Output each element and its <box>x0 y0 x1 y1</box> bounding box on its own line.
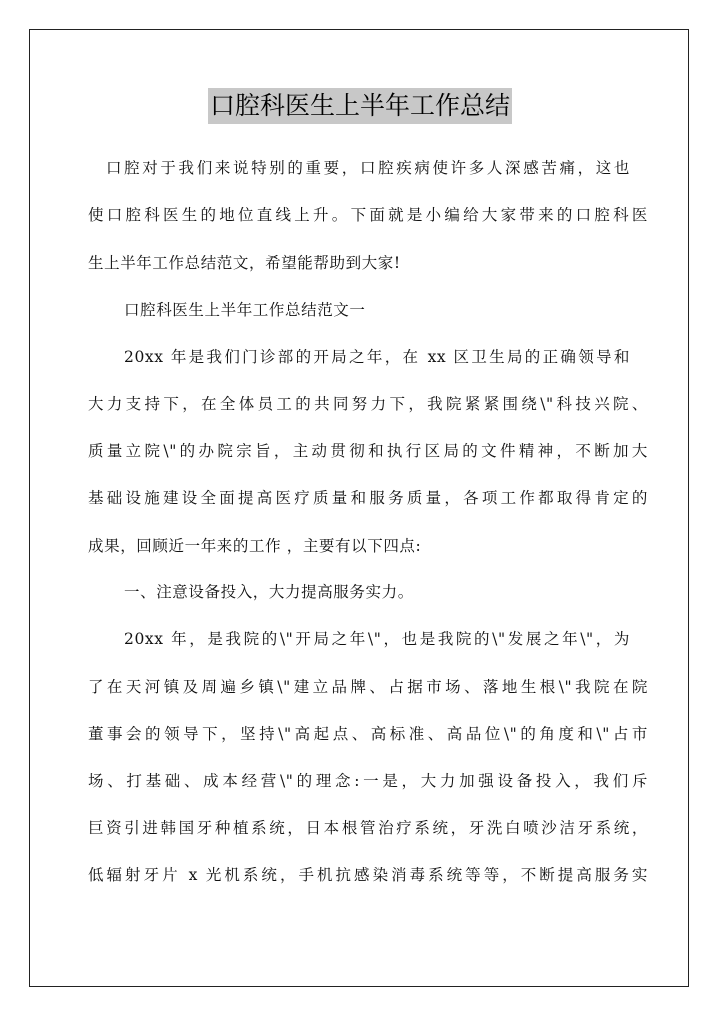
paragraph-line: 20xx 年是我们门诊部的开局之年，在 xx 区卫生局的正确领导和 <box>124 348 630 366</box>
paragraph-line: 大力支持下，在全体员工的共同努力下，我院紧紧围绕\"科技兴院、 <box>88 395 648 413</box>
paragraph-line: 巨资引进韩国牙种植系统，日本根管治疗系统，牙洗白喷沙洁牙系统， <box>88 819 648 837</box>
paragraph-line: 质量立院\"的办院宗旨，主动贯彻和执行区局的文件精神，不断加大 <box>88 442 648 460</box>
paragraph-line: 场、打基础、成本经营\"的理念:一是，大力加强设备投入，我们斥 <box>88 772 648 790</box>
document-title: 口腔科医生上半年工作总结 <box>208 88 512 124</box>
section-heading: 一、注意设备投入，大力提高服务实力。 <box>124 583 414 601</box>
paragraph-line: 了在天河镇及周遍乡镇\"建立品牌、占据市场、落地生根\"我院在院 <box>88 678 648 696</box>
paragraph-line: 低辐射牙片 x 光机系统，手机抗感染消毒系统等等，不断提高服务实 <box>88 866 648 884</box>
paragraph-line: 使口腔科医生的地位直线上升。下面就是小编给大家带来的口腔科医 <box>88 206 648 224</box>
paragraph-line: 生上半年工作总结范文，希望能帮助到大家! <box>88 254 401 272</box>
paragraph-line: 成果，回顾近一年来的工作 ，主要有以下四点: <box>88 537 422 555</box>
paragraph-line: 基础设施建设全面提高医疗质量和服务质量，各项工作都取得肯定的 <box>88 489 648 507</box>
title-container <box>0 88 720 124</box>
section-heading: 口腔科医生上半年工作总结范文一 <box>124 301 366 319</box>
paragraph-line: 20xx 年，是我院的\"开局之年\"，也是我院的\"发展之年\"，为 <box>124 630 630 648</box>
paragraph-line: 董事会的领导下，坚持\"高起点、高标准、高品位\"的角度和\"占市 <box>88 725 648 743</box>
paragraph-line: 口腔对于我们来说特别的重要，口腔疾病使许多人深感苦痛，这也 <box>106 159 630 177</box>
